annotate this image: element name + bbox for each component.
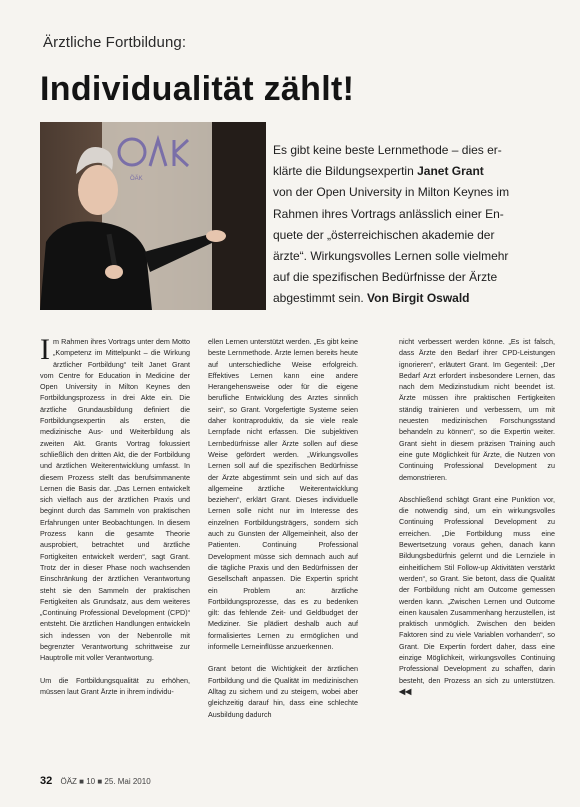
expert-name: Janet Grant [417, 164, 484, 179]
speaker-photo [40, 122, 266, 310]
body-paragraph: Abschließend schlägt Grant eine Punktion vor, die notwendig sind, um ein wirkungsvolles Continuing Professional Development zu erreichen. „Die Fortbildung muss eine Bewertsetzung voraus gehen, danach kann Bildungsbedürfnis gelernt und die Lernziele in einheitlichem Stil Follow-up Aktivitäten verstärkt werden“, so Grant. Sie betont, dass die Qualität der Fortbildung nicht am Outcome gemessen werden kann. „Zwischen Lernen und Outcome einen kausalen Zusammenhang herzustellen, ist praktisch unmöglich. Zwischen den beiden Faktoren sind zu viele Variablen vorhanden“, so Grant. Die Expertin fordert daher, dass eine einzige Möglichkeit, wirkungsvolles Continuing Professional Development zu schaffen, darin besteht, den Prozess an sich zu unterstützen. ◀◀ [399, 494, 555, 696]
headline: Individualität zählt! [40, 70, 355, 108]
page-footer [40, 775, 151, 787]
body-paragraph: Grant betont die Wichtigkeit der ärztlichen Fortbildung und die Qualität im medizinischen Alltag zu sichern und zu steigern, wobei aber gleichzeitig darauf hin, dass eine schlechte Ausbildung dadurch [208, 664, 358, 719]
lead-paragraph [273, 140, 555, 310]
body-paragraph: Um die Fortbildungsqualität zu erhöhen, müssen laut Grant Ärzte in ihrem individu- [40, 675, 190, 696]
lead-line: quete der „österreichischen akademie der [273, 227, 495, 242]
lead-line: auf die spezifischen Bedürfnisse der Ärzte [273, 270, 498, 285]
section-label: Ärztliche Fortbildung: [43, 34, 187, 51]
lead-line: von der Open University in Milton Keynes im [273, 185, 510, 200]
lead-line: Rahmen ihres Vortrags anlässlich einer En- [273, 206, 504, 221]
body-paragraph: nicht verbessert werden könne. „Es ist falsch, dass Ärzte den Bedarf ihrer CPD-Leistungen ignorieren“, erläutert Grant. Im Gegenteil: „Der Bedarf Arzt erfordert insbesondere Lernen, das nach dem Medizinstudium nicht beendet ist. Ärzte müssen ihre praktischen Fertigkeiten ständig trainieren und verbessern, um mit neuesten medizinischen Forschungsstand behandeln zu können“, so die Expertin weiter. Grant sieht in diesem präzisen Training auch eine gute Möglichkeit für Ärzte, die Nutzen von Continuing Professional Development zu demonstrieren. [399, 337, 555, 482]
lead-line: abgestimmt sein. Von Birgit Oswald [273, 291, 470, 306]
issue-info: ÖÄZ ■ 10 ■ 25. Mai 2010 [60, 777, 151, 786]
logo-text: ÖÄK [130, 176, 143, 182]
end-mark: ◀◀ [399, 686, 412, 696]
lead-line: Es gibt keine beste Lernmethode – dies er- [273, 143, 502, 157]
speaker-photo-illustration [40, 122, 266, 310]
body-paragraph: ellen Lernen unterstützt werden. „Es gibt keine beste Lernmethode. Ärzte lernen bereits heute auf unterschiedliche Weise erfolgreich. Effektives Lernen kann eine andere Herangehensweise oder für die eigene berufliche Entwicklung des Arztes sinnlich sein“, so Grant. Vorgefertigte Systeme seien daher kontraproduktiv, da sie viele reale Lernpfade nicht erfassen. Die subjektiven Lernbedürfnisse aller Ärzte sollen auf diese Weise gefördert werden. „Wirkungsvolles Lernen soll auf die spezifischen Bedürfnisse der Ärzte abgestimmt sein und sich auf das allgemeine ärztliche Weiterentwicklung beziehen“, erklärt Grant. Dieses individuelle Lernen solle nicht nur im Interesse des einzelnen Fortbildungsträgers, sondern sich auch zu Gunsten der Allgemeinheit, also der Patienten. Continuing Professional Development müsse sich demnach auch auf die tägliche Praxis und den Bedürfnissen der Gesellschaft anpassen. Die Expertin spricht ein Problem an: ärztliche Fortbildungsprozesse, das es zu bedenken gilt: das fehlende Zeit- und Geldbudget der Mediziner. Sie plädiert deshalb auch auf formalisiertes Lernen zu ermöglichen und informelle Lerneinflüsse anzuerkennen. [208, 337, 358, 652]
body-column-1 [40, 333, 190, 708]
author-byline: Von Birgit Oswald [367, 291, 470, 306]
page-number: 32 [40, 775, 53, 787]
drop-cap: I [40, 333, 50, 366]
lead-line: klärte die Bildungsexpertin Janet Grant [273, 164, 484, 179]
body-column-3 [399, 336, 555, 708]
lead-line: ärzte“. Wirkungsvolles Lernen solle vielmehr [273, 249, 509, 264]
body-column-2 [208, 336, 358, 731]
body-paragraph: Im Rahmen ihres Vortrags unter dem Motto „Kompetenz im Mittelpunkt – die Wirkung ärztlicher Fortbildung“ teilt Janet Grant vom Centre for Education in Medicine der Open University in Milton Keynes den Fortbildungsprozess in drei Akte ein. Die ärztliche Grundausbildung definiert die Fortbildungsexpertin als ersten, die medizinische Aus- und Weiterbildung als zweiten Akt. Grants Vortrag fokussiert schließlich den dritten Akt, die der Fortbildung und ärztlichen Weiterentwicklung umfasst. In diesem Prozess stellt das berufsimmanente Lernen die Basis dar. „Das Lernen entwickelt sich vielfach aus der ärztlichen Praxis und beginnt durch das Sammeln von praktischen Erfahrungen unter Beobachtungen. In diesem Prozess kann die gesamte Theorie ausprobiert, betrachtet und ärztliche Fortigkeiten entwickelt werden“, sagt Grant. Trotz der in dieser Phase noch wachsenden Einschränkung der ärztlichen Verantwortung steht sie den Sammeln der praktischen Fertigkeiten als Grundsatz, aus dem weiteres „Continuing Professional Development (CPD)“ entsteht. Die ärztlichen Handlungen entwickeln sich indessen von der Nebenrolle mit begrenzter Verantwortung schrittweise zur Hauptrolle mit voller Verantwortung. [40, 333, 190, 663]
